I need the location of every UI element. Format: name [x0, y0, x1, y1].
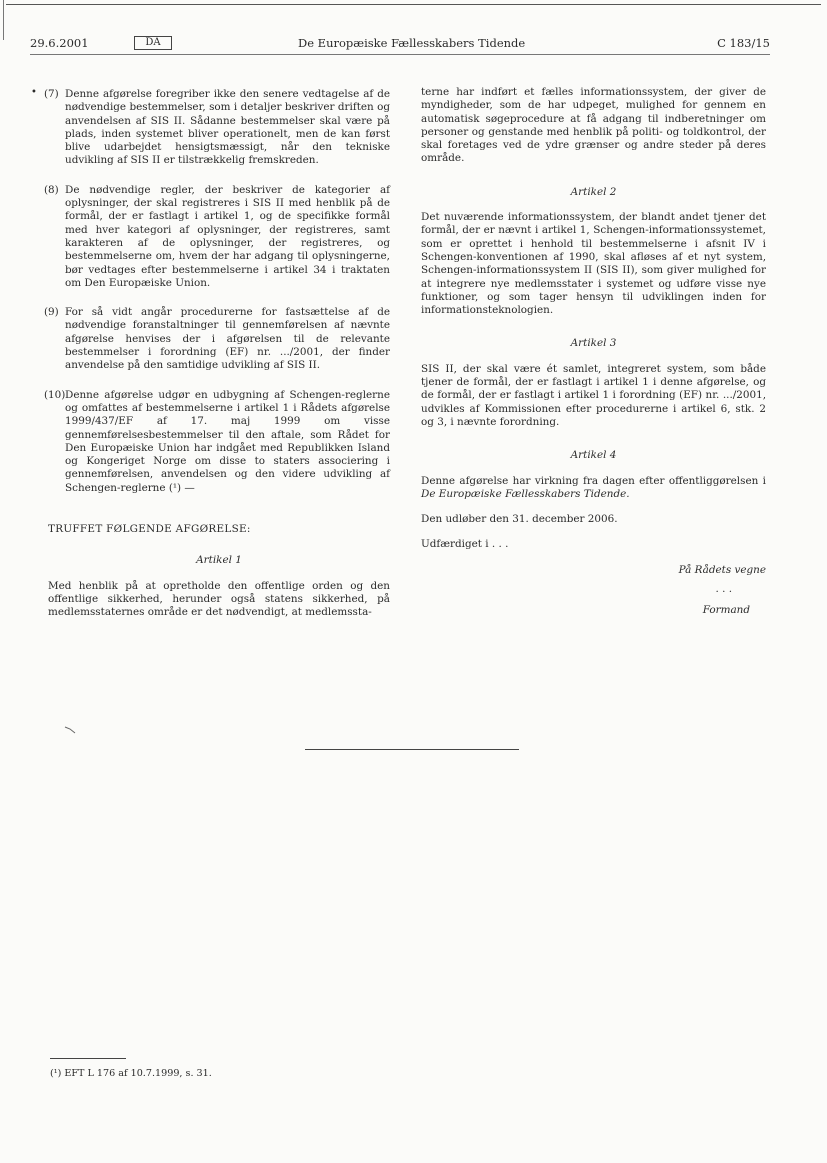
top-border	[6, 4, 821, 5]
bullet-mark: •	[31, 87, 37, 98]
recital-10	[44, 388, 390, 495]
article-1-continuation: terne har indført et fælles informationssystem, der giver de myndigheder, som de har udpeget, mulighed for gennem en automatisk søgeprocedure at få adgang til indberetninger om personer og genstande med henblik på politi- og toldkontrol, der skal foretages ved de ydre grænser og andre steder på deres område.	[421, 86, 766, 165]
article-4-body: Denne afgørelse har virkning fra dagen efter offentliggørelsen i	[421, 474, 766, 487]
recital-number: (8)	[44, 183, 59, 196]
recital-7	[31, 87, 390, 168]
header-date: 29.6.2001	[30, 36, 89, 50]
footnote-rule	[50, 1058, 126, 1059]
recital-number: (7)	[44, 88, 59, 100]
header-rule	[30, 54, 770, 55]
signature-place: På Rådets vegne	[678, 563, 766, 576]
article-4-text	[421, 475, 766, 502]
done-at-text: Udfærdiget i . . .	[421, 538, 509, 551]
recital-text: Denne afgørelse foregriber ikke den senere vedtagelse af de nødvendige bestemmelser, som i detaljer beskriver driften og anvendelsen af SIS II. Sådanne bestemmelser skal være på plads, inden systemet bliver operationelt, men de kan først blive udarbejdet hensigtsmæssigt, når den tekniske udvikling af SIS II er tilstrækkelig fremskreden.	[65, 88, 390, 167]
signature-dots: . . .	[715, 583, 732, 596]
article-3-title: Artikel 3	[570, 337, 617, 350]
recital-number: (9)	[44, 306, 59, 319]
header-language-box: DA	[134, 36, 172, 50]
article-2-text: Det nuværende informationssystem, der blandt andet tjener det formål, der er nævnt i artikel 1, Schengen-informationssystemet, som er oprettet i henhold til bestemmelserne i afsnit IV i Schengen-konventionen af 1990, skal afløses af et nyt system, Schengen-informationssystem II (SIS II), som giver mulighed for at integrere nye medlemsstater i systemet og udføre visse nye funktioner, og som tager hensyn til udviklingen inden for informationsteknologien.	[421, 211, 766, 317]
recital-8	[44, 183, 390, 290]
right-column	[421, 86, 766, 618]
footnote: (¹) EFT L 176 af 10.7.1999, s. 31.	[50, 1068, 212, 1079]
left-edge-mark	[3, 0, 4, 40]
pen-mark-icon	[64, 726, 76, 734]
article-2-title: Artikel 2	[570, 185, 617, 198]
recital-number: (10)	[44, 388, 66, 401]
header-page-number: C 183/15	[717, 36, 770, 50]
article-4-journal: De Europæiske Fællesskabers Tidende.	[421, 487, 630, 500]
article-4-title: Artikel 4	[570, 449, 617, 462]
recital-text: Denne afgørelse udgør en udbygning af Schengen-reglerne og omfattes af bestemmelserne i artikel 1 i Rådets afgørelse 1999/437/EF af 17. maj 1999 om visse gennemførelsesbestemmelser til den aftale, som Rådet for Den Europæiske Union har indgået med Republikken Island og Kongeriget Norge om disse to staters associering i gennemførelsen, anvendelsen og den videre udvikling af Schengen-reglerne (¹) —	[65, 388, 390, 494]
left-column	[31, 87, 390, 632]
recital-text: For så vidt angår procedurerne for fastsættelse af de nødvendige foranstaltninger til gennemførelsen af nævnte afgørelse henvises der i afgørelsen til de relevante bestemmelser i forordning (EF) nr. .../2001, der finder anvendelse på den samtidige udvikling af SIS II.	[65, 306, 390, 372]
header-journal-title: De Europæiske Fællesskabers Tidende	[298, 36, 526, 50]
signature-role: Formand	[702, 604, 750, 617]
article-3-text: SIS II, der skal være ét samlet, integreret system, som både tjener de formål, der er fastlagt i artikel 1 i denne afgørelse, og de formål, der er fastlagt i artikel 1 i forordning (EF) nr. .../2001, udvikles af Kommissionen efter procedurerne i artikel 6, stk. 2 og 3, i nævnte forordning.	[421, 362, 766, 428]
decision-heading: TRUFFET FØLGENDE AFGØRELSE:	[48, 523, 251, 536]
page-header	[30, 36, 770, 54]
recital-9	[44, 306, 390, 372]
article-1-text: Med henblik på at opretholde den offentlige orden og den offentlige sikkerhed, herunder også statens sikkerhed, på medlemsstaternes område er det nødvendigt, at medlemssta-	[48, 579, 390, 619]
recital-text: De nødvendige regler, der beskriver de kategorier af oplysninger, der skal registreres i SIS II med henblik på de formål, der er fastlagt i artikel 1, og de specifikke formål med hver kategori af oplysninger, der registreres, samt karakteren af de oplysninger, der registreres, og bestemmelserne om, hvem der har adgang til oplysningerne, bør vedtages efter bestemmelserne i artikel 34 i traktaten om Den Europæiske Union.	[65, 183, 390, 289]
end-rule	[305, 749, 519, 750]
article-1-title: Artikel 1	[196, 554, 242, 567]
expiry-text: Den udløber den 31. december 2006.	[421, 513, 618, 526]
